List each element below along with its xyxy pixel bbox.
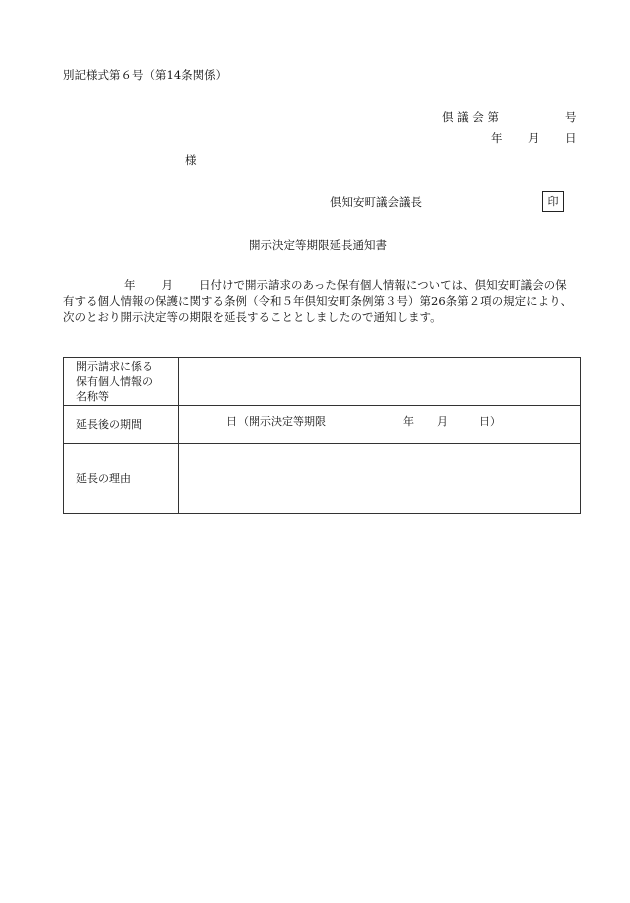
table-row-extended-period bbox=[64, 406, 581, 444]
body-text bbox=[63, 277, 583, 325]
table-row-extension-reason bbox=[64, 444, 581, 514]
addressee-honorific: 様 bbox=[185, 153, 197, 167]
period-year: 年 bbox=[403, 415, 414, 428]
body-line-3: 次のとおり開示決定等の期限を延長することとしましたので通知します。 bbox=[63, 310, 442, 324]
label-extension-reason: 延長の理由 bbox=[64, 444, 179, 514]
value-extension-reason bbox=[179, 444, 581, 514]
sender-title: 倶知安町議会議長 bbox=[330, 195, 422, 209]
document-number-suffix: 号 bbox=[565, 110, 577, 124]
form-number: 別記様式第６号（第14条関係） bbox=[63, 68, 228, 82]
details-table bbox=[63, 357, 581, 514]
table-row-request-info bbox=[64, 358, 581, 406]
date-day: 日 bbox=[565, 131, 577, 145]
date-month: 月 bbox=[528, 131, 540, 145]
body-month: 月 bbox=[161, 278, 173, 292]
body-line-1-text: 日付けで開示請求のあった保有個人情報については、倶知安町議会の保 bbox=[199, 278, 567, 292]
period-day: 日 bbox=[226, 415, 237, 428]
label-request-info: 開示請求に係る 保有個人情報の 名称等 bbox=[64, 358, 179, 406]
seal-box: 印 bbox=[542, 191, 564, 212]
date-year: 年 bbox=[491, 131, 503, 145]
value-extended-period bbox=[179, 406, 581, 444]
period-deadline-label: （開示決定等期限 bbox=[238, 415, 326, 428]
document-number-prefix: 倶 議 会 第 bbox=[442, 110, 499, 124]
body-year: 年 bbox=[124, 278, 136, 292]
body-line-2: 有する個人情報の保護に関する条例（令和５年倶知安町条例第３号）第26条第２項の規定により、 bbox=[63, 294, 573, 308]
value-request-info bbox=[179, 358, 581, 406]
label-extended-period: 延長後の期間 bbox=[64, 406, 179, 444]
period-day-close: 日） bbox=[479, 415, 501, 428]
body-line-1 bbox=[63, 277, 583, 293]
document-title: 開示決定等期限延長通知書 bbox=[249, 238, 387, 252]
period-month: 月 bbox=[437, 415, 448, 428]
